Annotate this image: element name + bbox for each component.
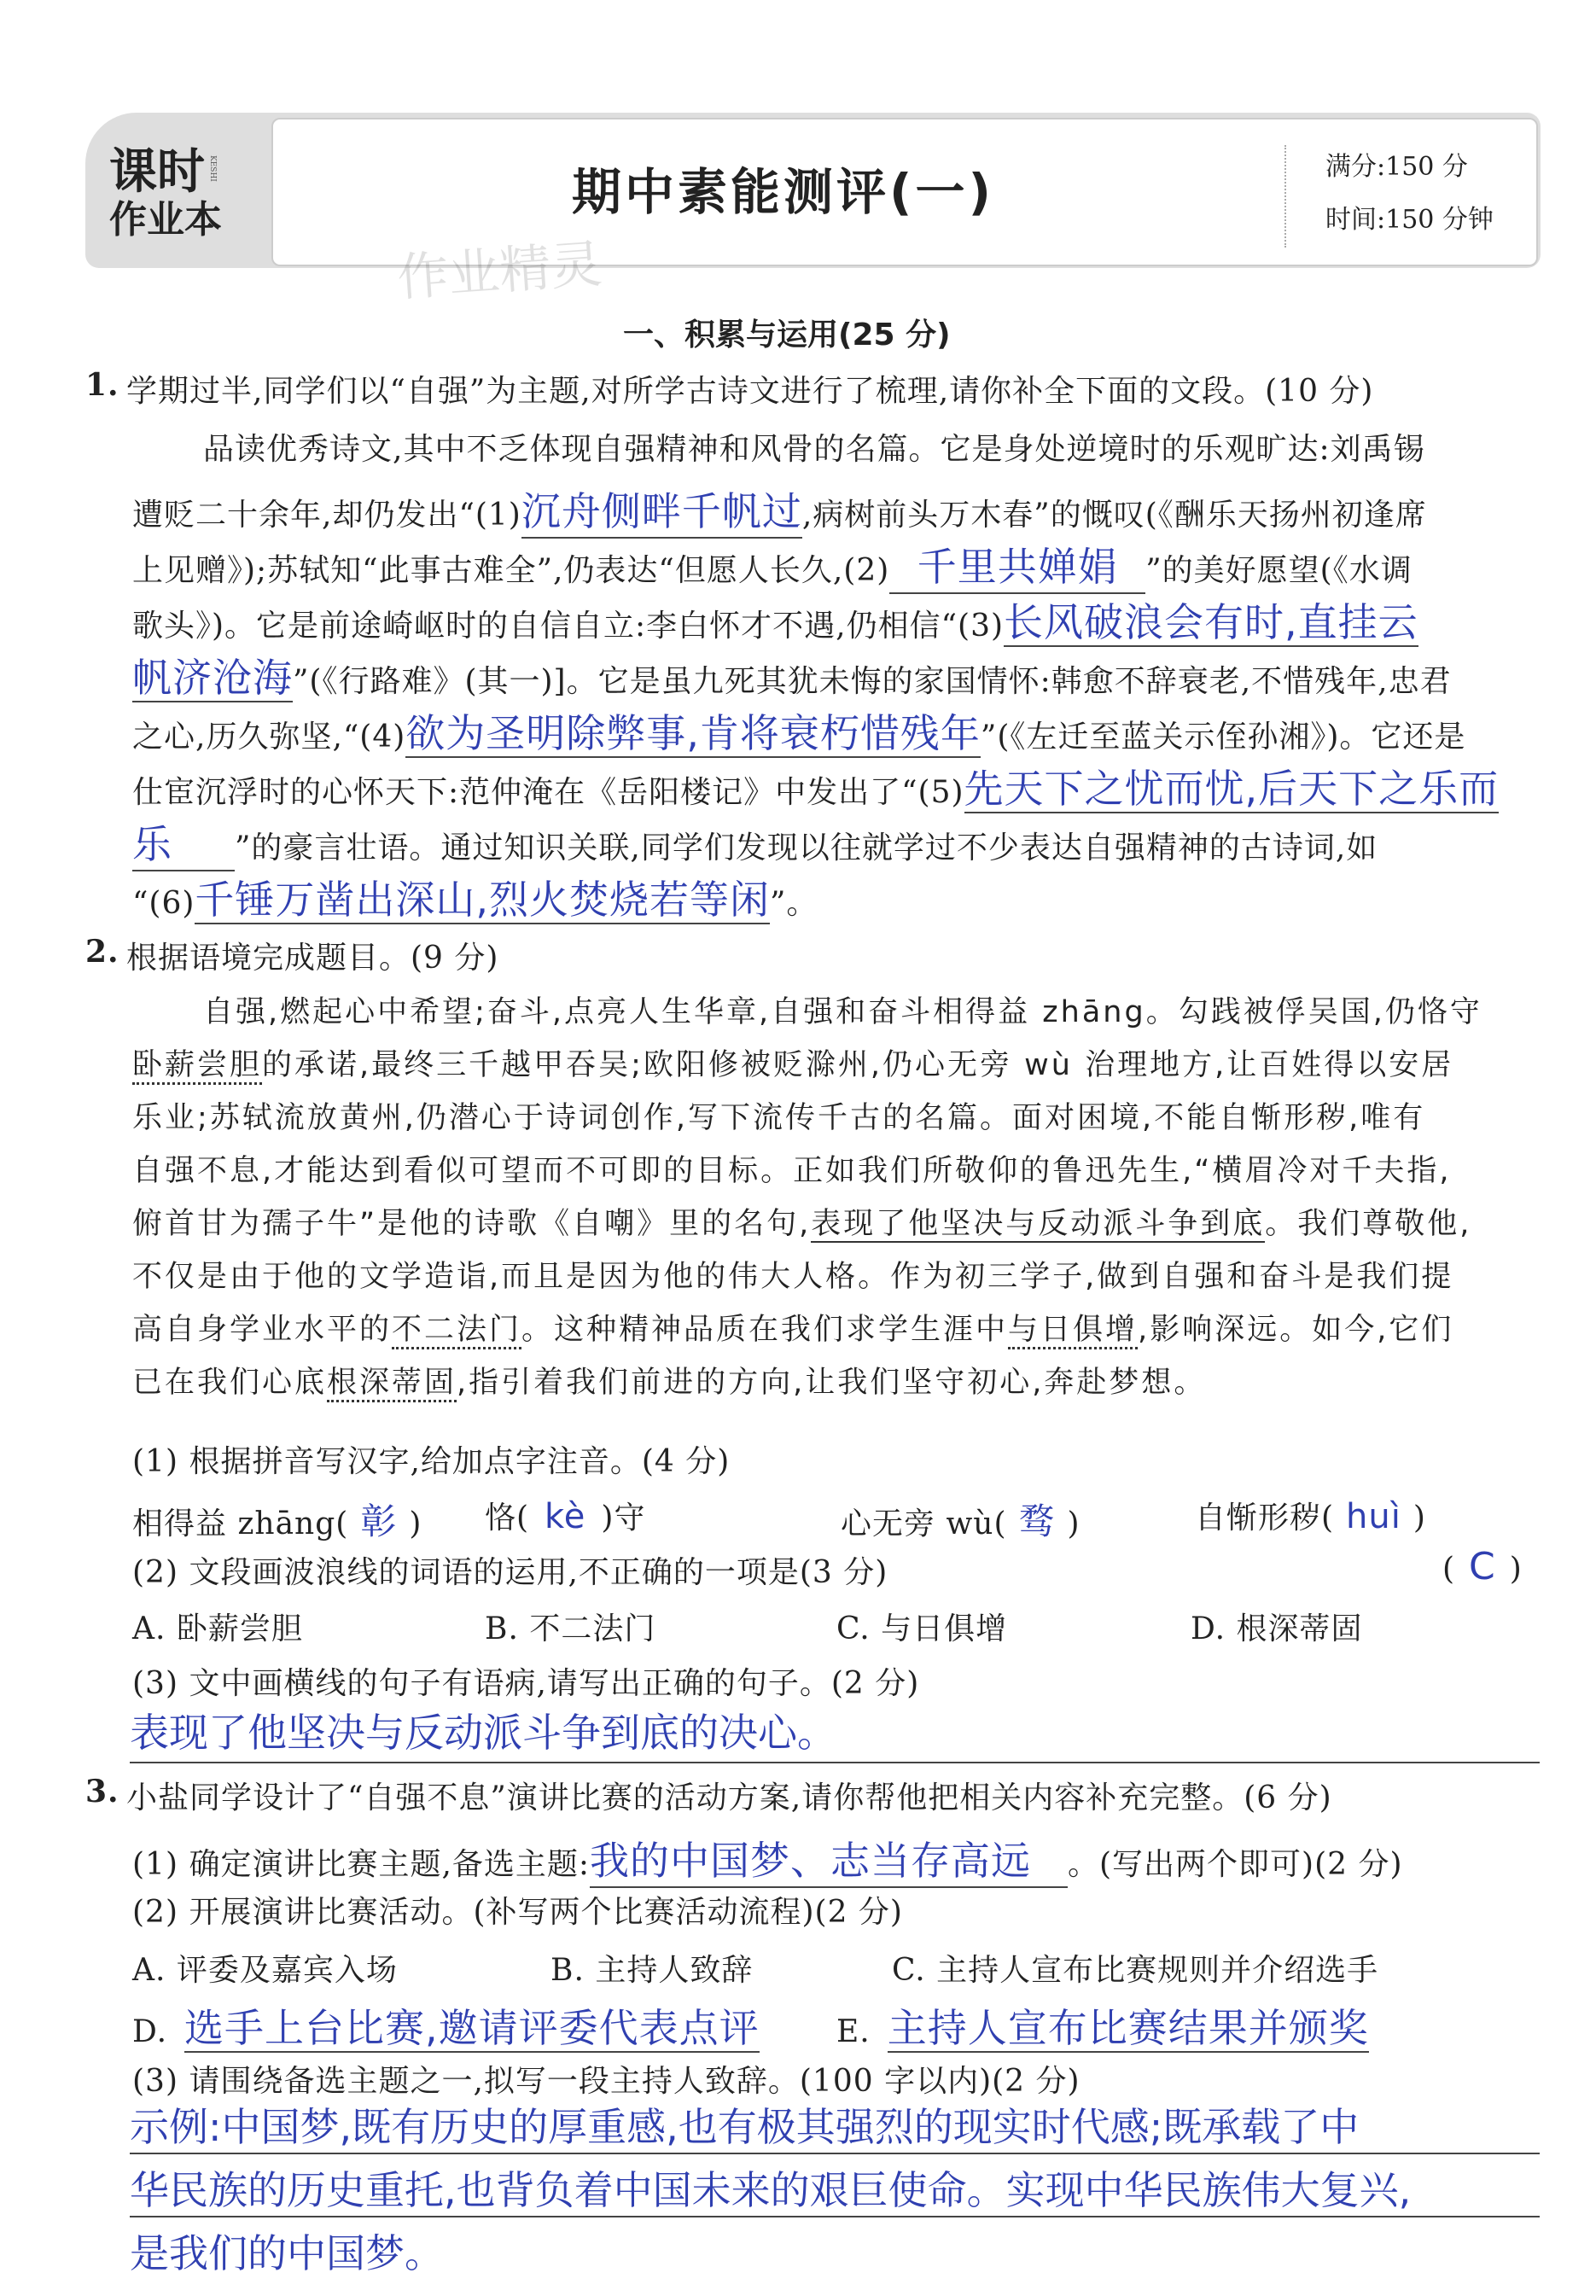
q1-text-line5	[132, 647, 1452, 703]
q2-text: 。我们尊敬他,	[1265, 1207, 1472, 1241]
q3-option-a: A. 评委及嘉宾入场	[132, 1953, 398, 1988]
q2-option-c[interactable]: C. 与日俱增	[836, 1611, 1008, 1646]
q2-text: 相得益 zhāng(	[132, 1506, 349, 1541]
q2-sub1-b	[485, 1494, 645, 1537]
q3-sub3: (3) 请围绕备选主题之一,拟写一段主持人致辞。(100 字以内)(2 分)	[132, 2064, 1081, 2099]
q1-text: ”(《行路难》(其一)]。它是虽九死其犹未悔的家国情怀:韩愈不辞衰老,不惜残年,忠君	[293, 664, 1452, 699]
q2-underlined-sentence: 表现了他坚决与反动派斗争到底	[811, 1207, 1266, 1241]
exam-time: 时间:150 分钟	[1325, 205, 1494, 235]
q1-text: 上见赠》);苏轼知“此事古难全”,仍表达“但愿人长久,(2)	[132, 553, 890, 588]
q1-answer-4b[interactable]: 肯将衰朽惜残年	[699, 710, 981, 756]
q3-answer-d[interactable]: 选手上台比赛,邀请评委代表点评	[184, 2005, 760, 2051]
q1-text-line2	[132, 481, 1427, 539]
q3-answer-line1[interactable]: 示例:中国梦,既有历史的厚重感,也有极其强烈的现实时代感;既承载了中	[130, 2096, 1540, 2154]
q2-text: 恪(	[485, 1501, 530, 1536]
q1-text: 仕宦沉浮时的心怀天下:范仲淹在《岳阳楼记》中发出了“(5)	[132, 775, 964, 810]
q2-text: )	[1413, 1501, 1426, 1536]
q2-text: 乐业;苏轼流放黄州,仍潜心于诗词创作,写下流传千古的名篇。面对困境,不能自惭形秽,唯有	[132, 1101, 1426, 1135]
q1-stem: 学期过半,同学们以“自强”为主题,对所学古诗文进行了梳理,请你补全下面的文段。(10 分)	[126, 374, 1374, 409]
q2-text: )	[1509, 1552, 1523, 1587]
q2-sub1: (1) 根据拼音写汉字,给加点字注音。(4 分)	[132, 1444, 731, 1479]
q2-text: 已在我们心底	[132, 1366, 328, 1400]
q1-text: ”的美好愿望(《水调	[1145, 553, 1413, 588]
q2-text-line7	[132, 1306, 1453, 1349]
q1-text: ”(《左迁至蓝关示侄孙湘》)。它还是	[980, 720, 1466, 755]
q3-option-b: B. 主持人致辞	[550, 1953, 754, 1988]
q2-sub3: (3) 文中画横线的句子有语病,请写出正确的句子。(2 分)	[132, 1666, 920, 1701]
q2-text-line3	[132, 1094, 1425, 1137]
q3-number: 3.	[85, 1774, 119, 1809]
logo	[109, 144, 259, 249]
q1-answer-4a[interactable]: 欲为圣明除弊事,	[405, 710, 700, 756]
q2-text: 自强,燃起心中希望;奋斗,点亮人生华章,自强和奋斗相得益 zhāng。勾践被俘吴国,仍恪守	[203, 995, 1482, 1029]
q2-sub2: (2) 文段画波浪线的词语的运用,不正确的一项是(3 分)	[132, 1555, 888, 1590]
q2-text-line8	[132, 1359, 1206, 1401]
q2-text-line6	[132, 1253, 1453, 1296]
q2-sub2-answer-box	[1442, 1545, 1523, 1588]
q1-text: 之心,历久弥坚,“(4)	[132, 720, 406, 755]
q2-text: 不仅是由于他的文学造诣,而且是因为他的伟大人格。作为初三学子,做到自强和奋斗是我们提	[132, 1260, 1454, 1294]
q3-option-d	[132, 1997, 760, 2054]
q2-option-a[interactable]: A. 卧薪尝胆	[132, 1611, 303, 1646]
q1-answer-5a[interactable]: 先天下之忧而忧,	[964, 766, 1259, 812]
q3-option-e	[836, 1997, 1369, 2054]
q2-wavy-word: 不二法门	[392, 1313, 521, 1349]
q2-sub1-answer-b[interactable]: kè	[545, 1497, 586, 1536]
q3-option-c: C. 主持人宣布比赛规则并介绍选手	[892, 1953, 1379, 1988]
q1-text-line9	[132, 869, 818, 925]
q2-sub1-answer-c[interactable]: 骛	[1018, 1501, 1056, 1542]
full-score: 满分:150 分	[1325, 152, 1468, 182]
q1-text-line3	[132, 536, 1413, 594]
section-heading: 一、积累与运用(25 分)	[623, 318, 951, 353]
q1-answer-5c[interactable]: 乐	[132, 813, 235, 871]
q2-text-line5	[132, 1200, 1471, 1243]
q1-text: “(6)	[132, 886, 195, 921]
q2-text: ,指引着我们前进的方向,让我们坚守初心,奔赴梦想。	[457, 1366, 1207, 1400]
watermark: 作业精灵	[395, 234, 604, 309]
q2-text: 。这种精神品质在我们求学生涯中	[521, 1313, 1009, 1347]
q1-text-line7	[132, 758, 1499, 814]
q1-text-line1: 品读优秀诗文,其中不乏体现自强精神和风骨的名篇。它是身处逆境时的乐观旷达:刘禹锡	[203, 432, 1425, 467]
q2-stem: 根据语境完成题目。(9 分)	[126, 941, 499, 976]
q3-text: E.	[836, 2014, 871, 2049]
q3-text: D.	[132, 2014, 168, 2049]
q2-text: )	[409, 1506, 422, 1541]
q2-sub1-a	[132, 1494, 422, 1545]
q3-answer-e[interactable]: 主持人宣布比赛结果并颁奖	[887, 2005, 1369, 2051]
q1-text-line6	[132, 702, 1465, 759]
q3-sub1-answer[interactable]: 我的中国梦、志当存高远	[590, 1830, 1068, 1888]
q2-sub1-answer-d[interactable]: huì	[1346, 1497, 1401, 1536]
q2-option-b[interactable]: B. 不二法门	[485, 1611, 656, 1646]
q2-sub3-answer[interactable]: 表现了他坚决与反动派斗争到底的决心。	[130, 1702, 1540, 1763]
q2-wavy-word: 卧薪尝胆	[132, 1048, 262, 1085]
q2-text: 心无旁 wù(	[841, 1506, 1007, 1541]
q2-text: )	[1067, 1506, 1081, 1541]
q1-text-line8	[132, 813, 1378, 871]
q3-stem: 小盐同学设计了“自强不息”演讲比赛的活动方案,请你帮他把相关内容补充完整。(6 分)	[126, 1780, 1332, 1815]
q3-sub2: (2) 开展演讲比赛活动。(补写两个比赛活动流程)(2 分)	[132, 1895, 903, 1930]
q2-text-line2	[132, 1041, 1453, 1084]
q2-sub2-answer[interactable]: C	[1469, 1545, 1496, 1588]
q1-text: ,病树前头万木春”的慨叹(《酬乐天扬州初逢席	[801, 498, 1427, 533]
logo-line2: 作业本	[109, 198, 222, 242]
q2-sub1-c	[841, 1494, 1081, 1545]
q2-text: ,影响深远。如今,它们	[1138, 1313, 1454, 1347]
q1-text: 歌头》)。它是前途崎岖时的自信自立:李白怀才不遇,仍相信“(3)	[132, 609, 1005, 644]
q2-wavy-word: 与日俱增	[1008, 1313, 1138, 1349]
q1-answer-3c[interactable]: 帆济沧海	[132, 655, 293, 701]
q1-text-line4	[132, 591, 1418, 648]
q2-sub1-d	[1195, 1494, 1426, 1537]
q3-text: (1) 确定演讲比赛主题,备选主题:	[132, 1847, 591, 1882]
q2-number: 2.	[85, 934, 119, 970]
q2-text: 自惭形秽(	[1195, 1501, 1335, 1536]
logo-small: KESHI	[208, 155, 217, 182]
q1-text: 遭贬二十余年,却仍发出“(1)	[132, 498, 521, 533]
q2-text: (	[1442, 1552, 1456, 1587]
q3-text: 。(写出两个即可)(2 分)	[1068, 1847, 1403, 1882]
q2-wavy-word: 根深蒂固	[327, 1366, 457, 1402]
q3-answer-line3[interactable]: 是我们的中国梦。	[130, 2230, 444, 2276]
q2-text-line4	[132, 1147, 1452, 1190]
q1-answer-3b[interactable]: 直挂云	[1297, 599, 1418, 645]
q1-answer-3a[interactable]: 长风破浪会有时,	[1004, 599, 1298, 645]
q1-answer-6b[interactable]: 烈火焚烧若等闲	[489, 877, 771, 923]
q1-answer-2[interactable]: 千里共婵娟	[889, 536, 1145, 594]
q2-text: )守	[601, 1501, 646, 1536]
header-divider	[1284, 145, 1286, 248]
q2-text: 自强不息,才能达到看似可望而不可即的目标。正如我们所敬仰的鲁迅先生,“横眉冷对千夫指,	[132, 1154, 1452, 1188]
page-title: 期中素能测评(一)	[572, 163, 995, 221]
q2-text: 俯首甘为孺子牛”是他的诗歌《自嘲》里的名句,	[132, 1207, 812, 1241]
q2-text: 的承诺,最终三千越甲吞吴;欧阳修被贬滁州,仍心无旁 wù 治理地方,让百姓得以安居	[262, 1048, 1454, 1082]
logo-line1: 课时	[109, 144, 205, 200]
q1-number: 1.	[85, 367, 119, 403]
q2-text-line1	[203, 988, 1482, 1031]
q2-option-d[interactable]: D. 根深蒂固	[1191, 1611, 1363, 1646]
q1-answer-5b[interactable]: 后天下之乐而	[1258, 766, 1500, 812]
q1-answer-6a[interactable]: 千锤万凿出深山,	[195, 877, 490, 923]
q2-sub1-answer-a[interactable]: 彰	[360, 1501, 398, 1542]
q3-answer-line2[interactable]: 华民族的历史重托,也背负着中国未来的艰巨使命。实现中华民族伟大复兴,	[130, 2159, 1540, 2217]
q1-answer-1[interactable]: 沉舟侧畔千帆过	[521, 481, 802, 539]
q3-sub1	[132, 1830, 1403, 1888]
q1-text: ”。	[770, 886, 818, 921]
q2-text: 高自身学业水平的	[132, 1313, 393, 1347]
q1-text: ”的豪言壮语。通过知识关联,同学们发现以往就学过不少表达自强精神的古诗词,如	[235, 830, 1378, 865]
